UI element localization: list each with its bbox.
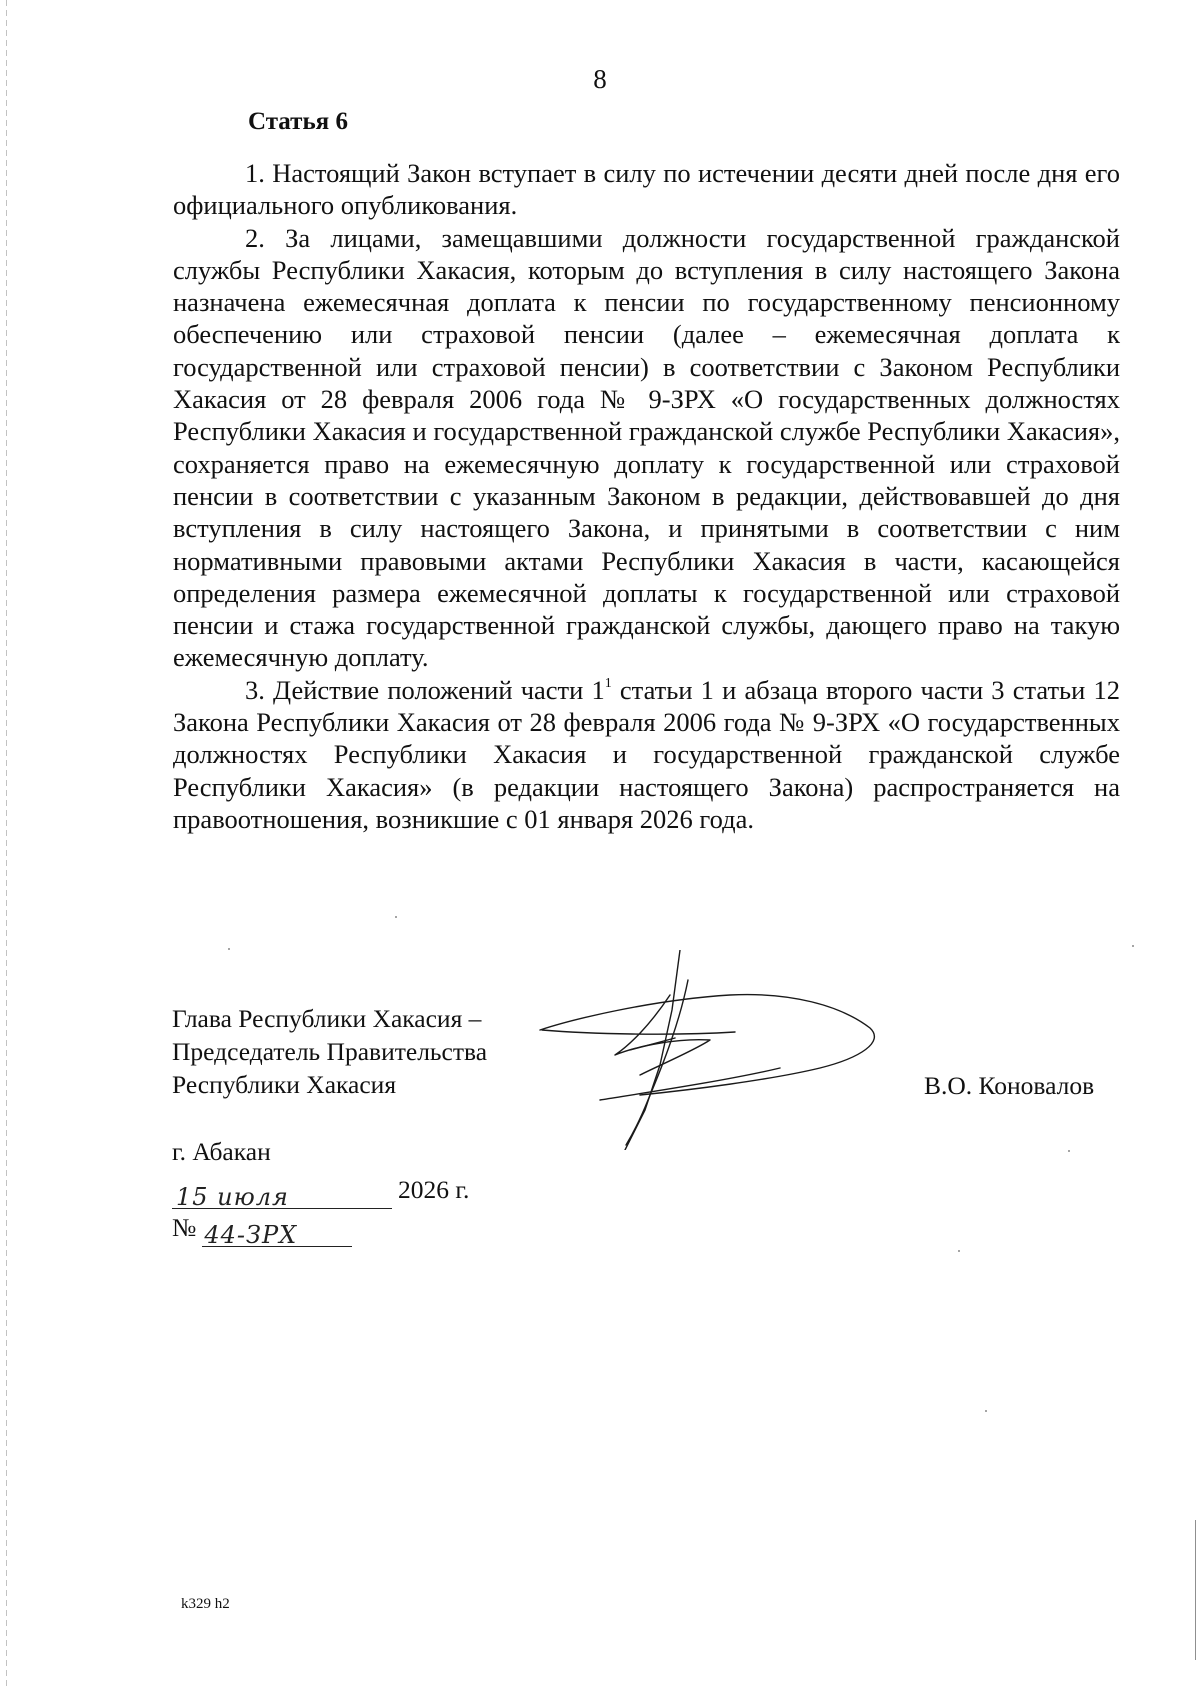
paragraph-2: 2. За лицами, замещавшими должности государственной гражданской службы Республики Хакасия, которым до вступления в силу настоящего Закона назначена ежемесячная доплата к пенсии по государственному пенсионному обеспечению или страховой пенсии (далее – ежемесячная доплата к государственной или страховой пенсии) в соответствии с Законом Республики Хакасия от 28 февраля 2006 года № 9-ЗРХ «О государственных должностях Республики Хакасия и государственной гражданской службе Республики Хакасия», сохраняется право на ежемесячную доплату к государственной или страховой пенсии в соответствии с указанным Законом в редакции, действовавшей до дня вступления в силу настоящего Закона, и принятыми в соответствии с ним нормативными правовыми актами Республики Хакасия в части, касающейся определения размера ежемесячной доплаты к государственной или страховой пенсии и стажа государственной гражданской службы, дающего право на такую ежемесячную доплату. — [173, 222, 1120, 673]
law-number-handwritten: 44-ЗРХ — [204, 1221, 298, 1249]
signer-title-line-3: Республики Хакасия — [172, 1070, 397, 1099]
law-number-row — [172, 1209, 469, 1247]
signer-title-line-1: Глава Республики Хакасия – — [172, 1004, 482, 1033]
scan-speck — [395, 916, 397, 918]
paragraph-3-rest: статьи 1 и абзаца второго части 3 статьи 12 Закона Республики Хакасия от 28 февраля 2006 года № 9-ЗРХ «О государственных должностях Республики Хакасия и государственной гражданской службе Республики Хакасия» (в редакции настоящего Закона) распространяется на правоотношения, возникшие с 01 января 2026 года. — [173, 674, 1120, 834]
scan-speck — [985, 1410, 987, 1412]
scan-speck — [958, 1250, 960, 1252]
paragraph-3-start: 3. Действие положений части 1 — [245, 674, 605, 705]
scan-speck — [228, 948, 230, 950]
handwritten-signature — [530, 950, 900, 1150]
city: г. Абакан — [172, 1137, 271, 1166]
scan-speck — [1132, 945, 1134, 947]
article-body — [173, 157, 1120, 835]
scan-right-edge — [1195, 1520, 1196, 1660]
date-handwritten-field — [172, 1178, 392, 1209]
paragraph-1: 1. Настоящий Закон вступает в силу по истечении десяти дней после дня его официального опубликования. — [173, 158, 1120, 221]
year: 2026 г. — [398, 1175, 470, 1204]
place-and-date — [172, 1133, 469, 1247]
date-row — [172, 1171, 469, 1209]
signer-title — [172, 1002, 487, 1101]
signer-name: В.О. Коновалов — [924, 1071, 1095, 1100]
number-sign: № — [172, 1213, 197, 1242]
date-handwritten: 15 июля — [176, 1183, 289, 1211]
scan-left-edge — [6, 0, 7, 1686]
paragraph-3 — [173, 674, 1120, 835]
signer-title-line-2: Председатель Правительства — [172, 1037, 488, 1066]
document-code: k329 h2 — [181, 1596, 230, 1612]
page-number: 8 — [593, 64, 607, 94]
article-title: Статья 6 — [248, 108, 348, 135]
scan-speck — [1068, 1150, 1070, 1152]
superscript-index: 1 — [604, 675, 612, 691]
law-number-field — [202, 1216, 352, 1247]
